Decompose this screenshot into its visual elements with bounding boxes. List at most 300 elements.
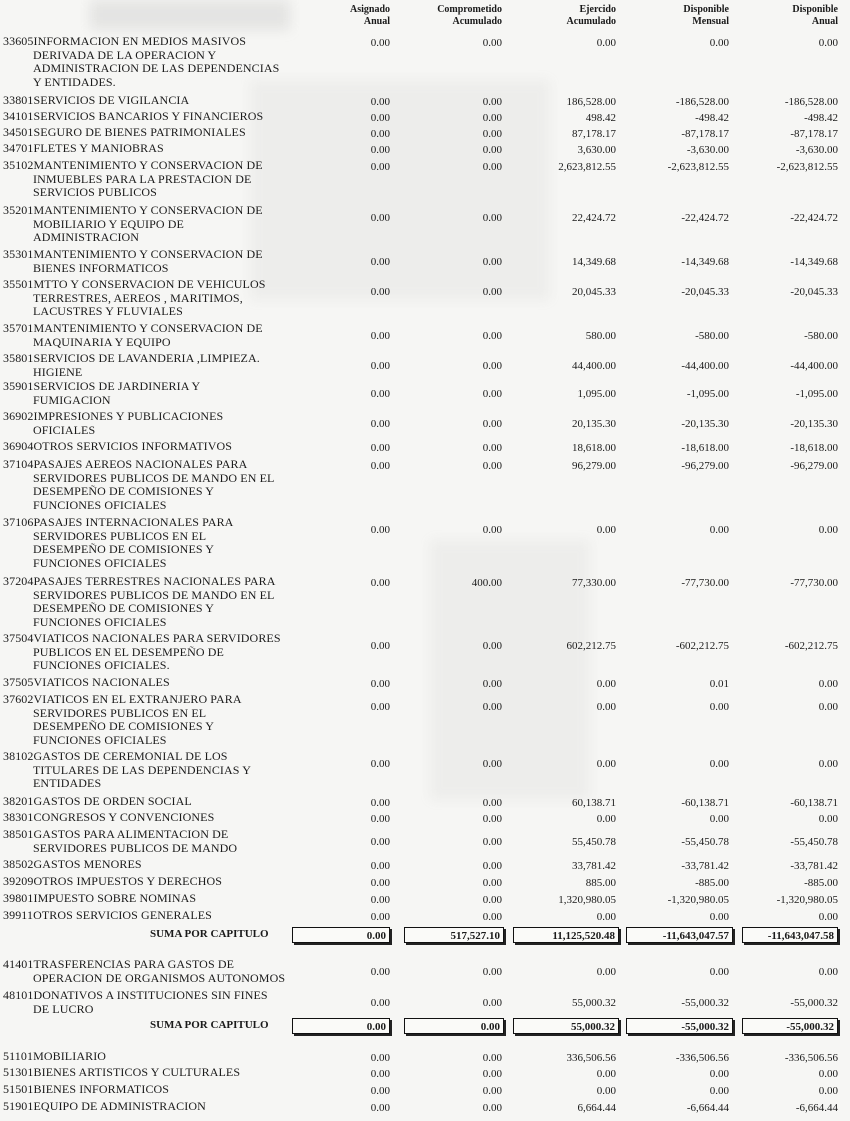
row-concept <box>3 795 295 809</box>
row-value: 0.00 <box>370 966 390 978</box>
row-code: 51101 <box>3 1049 34 1063</box>
row-description-line: MANTENIMIENTO Y CONSERVACION DE <box>33 158 263 172</box>
row-value: -18,618.00 <box>790 442 838 454</box>
row-description-line: SERVIDORES PUBLICOS EN EL <box>33 705 207 720</box>
row-value: -1,320,980.05 <box>667 894 729 906</box>
row-value: 0.00 <box>370 144 390 156</box>
row-value: 0.00 <box>482 758 502 770</box>
row-description-line: EQUIPO DE ADMINISTRACION <box>33 1099 206 1113</box>
row-value: 0.00 <box>709 524 729 536</box>
row-value: 0.00 <box>482 797 502 809</box>
row-value: -3,630.00 <box>795 144 838 156</box>
row-concept <box>3 676 295 690</box>
row-concept <box>3 989 295 1016</box>
row-value: 87,178.17 <box>572 128 616 140</box>
row-code: 38502 <box>3 857 34 871</box>
row-concept <box>3 909 295 923</box>
row-value: 0.00 <box>370 442 390 454</box>
row-value: 55,000.32 <box>572 997 616 1009</box>
row-value: 55,450.78 <box>572 836 616 848</box>
row-value: 0.00 <box>596 813 616 825</box>
row-description-line: FUNCIONES OFICIALES <box>33 555 167 570</box>
header-asignado-anual: Asignado Anual <box>349 4 390 27</box>
row-value: 0.00 <box>596 758 616 770</box>
row-description-line: GASTOS DE ORDEN SOCIAL <box>33 794 192 808</box>
row-concept <box>3 516 295 570</box>
row-value: 186,528.00 <box>566 96 616 108</box>
row-description-line: DESEMPEÑO DE COMISIONES Y <box>33 719 215 734</box>
row-value: 0.00 <box>818 911 838 923</box>
row-value: 0.00 <box>482 813 502 825</box>
row-value: -498.42 <box>695 112 729 124</box>
row-description-line: PASAJES INTERNACIONALES PARA <box>33 515 234 529</box>
row-value: 336,506.56 <box>566 1052 616 1064</box>
row-value: -580.00 <box>695 330 729 342</box>
row-value: -6,664.44 <box>686 1102 729 1114</box>
row-value: -602,212.75 <box>784 640 838 652</box>
row-value: -336,506.56 <box>784 1052 838 1064</box>
row-code: 35701 <box>3 321 34 335</box>
row-concept <box>3 440 295 454</box>
row-value: -498.42 <box>804 112 838 124</box>
row-value: 0.00 <box>482 212 502 224</box>
row-concept <box>3 693 295 747</box>
row-value: 0.00 <box>370 212 390 224</box>
row-description-line: VIATICOS NACIONALES PARA SERVIDORES <box>33 631 281 645</box>
row-description-line: OPERACION DE ORGANISMOS AUTONOMOS <box>33 970 286 985</box>
row-concept <box>3 110 295 124</box>
row-value: 0.00 <box>482 524 502 536</box>
row-description-line: OTROS IMPUESTOS Y DERECHOS <box>33 874 223 888</box>
row-code: 36902 <box>3 409 34 423</box>
row-value: 0.00 <box>709 813 729 825</box>
row-value: -1,095.00 <box>795 388 838 400</box>
suma-por-capitulo-label: SUMA POR CAPITULO <box>150 928 269 940</box>
row-code: 35201 <box>3 203 34 217</box>
scan-smudge <box>430 540 590 800</box>
row-value: 0.00 <box>370 96 390 108</box>
row-value: 20,045.33 <box>572 286 616 298</box>
row-code: 34101 <box>3 109 34 123</box>
row-description-line: SERVIDORES PUBLICOS DE MANDO EN EL <box>33 587 275 602</box>
row-description-line: LACUSTRES Y FLUVIALES <box>33 304 183 319</box>
row-value: 0.00 <box>818 966 838 978</box>
row-value: 0.00 <box>370 701 390 713</box>
row-description-line: TERRESTRES, AEREOS , MARITIMOS, <box>33 290 243 305</box>
row-value: -77,730.00 <box>790 577 838 589</box>
row-value: 580.00 <box>585 330 616 342</box>
row-code: 41401 <box>3 957 34 971</box>
row-description-line: TRASFERENCIAS PARA GASTOS DE <box>33 957 235 971</box>
row-description-line: PUBLICOS EN EL DESEMPEÑO DE <box>33 644 224 659</box>
row-value: 0.00 <box>482 460 502 472</box>
row-description-line: FUNCIONES OFICIALES <box>33 497 167 512</box>
row-code: 37106 <box>3 515 34 529</box>
row-description-line: MANTENIMIENTO Y CONSERVACION DE <box>33 247 263 261</box>
row-description-line: PASAJES AEREOS NACIONALES PARA <box>33 457 248 471</box>
row-description-line: SERVICIOS DE LAVANDERIA ,LIMPIEZA. <box>33 351 260 365</box>
row-value: 60,138.71 <box>572 797 616 809</box>
sum-total-box: -55,000.32 <box>742 1018 838 1034</box>
row-value: 0.00 <box>370 128 390 140</box>
row-description-line: GASTOS MENORES <box>33 857 142 871</box>
row-concept <box>3 811 295 825</box>
row-value: 0.00 <box>482 1085 502 1097</box>
row-description-line: FUMIGACION <box>33 392 111 407</box>
row-concept <box>3 1083 295 1097</box>
row-value: 0.00 <box>818 813 838 825</box>
row-value: 0.00 <box>709 37 729 49</box>
row-code: 37504 <box>3 631 34 645</box>
sum-total-box: 0.00 <box>292 927 390 943</box>
row-code: 34501 <box>3 125 34 139</box>
row-value: 0.00 <box>709 966 729 978</box>
row-value: 3,630.00 <box>577 144 616 156</box>
row-value: -55,450.78 <box>790 836 838 848</box>
row-description-line: ADMINISTRACION DE LAS DEPENDENCIAS <box>33 61 280 76</box>
row-concept <box>3 322 295 349</box>
row-value: 0.00 <box>482 894 502 906</box>
row-value: 0.00 <box>482 442 502 454</box>
row-value: 0.00 <box>370 524 390 536</box>
row-code: 37204 <box>3 574 34 588</box>
row-value: 0.00 <box>482 877 502 889</box>
row-code: 39209 <box>3 874 34 888</box>
row-description-line: SEGURO DE BIENES PATRIMONIALES <box>33 125 246 139</box>
row-value: 0.00 <box>709 758 729 770</box>
row-value: 0.00 <box>818 701 838 713</box>
row-value: -44,400.00 <box>790 360 838 372</box>
row-value: -33,781.42 <box>790 860 838 872</box>
row-description-line: MAQUINARIA Y EQUIPO <box>33 334 171 349</box>
row-concept <box>3 575 295 629</box>
suma-por-capitulo-label: SUMA POR CAPITULO <box>150 1019 269 1031</box>
row-description-line: BIENES ARTISTICOS Y CULTURALES <box>33 1065 241 1079</box>
row-value: 0.00 <box>818 678 838 690</box>
header-disponible-anual: Disponible Anual <box>792 4 838 27</box>
row-value: 0.00 <box>370 256 390 268</box>
row-value: 2,623,812.55 <box>558 161 616 173</box>
row-value: -885.00 <box>695 877 729 889</box>
row-value: 0.00 <box>596 524 616 536</box>
row-value: 0.00 <box>370 911 390 923</box>
row-value: 77,330.00 <box>572 577 616 589</box>
row-description-line: DESEMPEÑO DE COMISIONES Y <box>33 484 215 499</box>
row-value: -22,424.72 <box>681 212 729 224</box>
row-concept <box>3 458 295 512</box>
sum-total-box: 55,000.32 <box>513 1018 619 1034</box>
row-value: 0.00 <box>482 1068 502 1080</box>
header-ejercido-acumulado: Ejercido Acumulado <box>566 4 616 27</box>
row-value: 602,212.75 <box>566 640 616 652</box>
scan-smudge <box>90 0 290 30</box>
row-value: 0.00 <box>370 161 390 173</box>
row-value: 0.00 <box>482 418 502 430</box>
row-code: 39911 <box>3 908 34 922</box>
row-description-line: MTTO Y CONSERVACION DE VEHICULOS <box>33 277 266 291</box>
row-concept <box>3 1066 295 1080</box>
row-value: 0.00 <box>482 1102 502 1114</box>
row-value: 0.00 <box>818 758 838 770</box>
row-concept <box>3 958 295 985</box>
row-value: 0.00 <box>370 360 390 372</box>
row-description-line: SERVICIOS DE JARDINERIA Y <box>33 379 201 393</box>
row-value: 0.00 <box>370 286 390 298</box>
row-code: 35901 <box>3 379 34 393</box>
row-code: 51901 <box>3 1099 34 1113</box>
row-code: 33801 <box>3 93 34 107</box>
row-value: -6,664.44 <box>795 1102 838 1114</box>
row-value: 0.00 <box>370 418 390 430</box>
row-description-line: FUNCIONES OFICIALES <box>33 614 167 629</box>
row-value: 14,349.68 <box>572 256 616 268</box>
row-concept <box>3 632 295 673</box>
header-disponible-mensual: Disponible Mensual <box>683 4 729 27</box>
row-value: -87,178.17 <box>681 128 729 140</box>
row-concept <box>3 875 295 889</box>
row-code: 35301 <box>3 247 34 261</box>
row-concept <box>3 278 295 319</box>
row-value: 0.00 <box>482 96 502 108</box>
row-description-line: FLETES Y MANIOBRAS <box>33 141 164 155</box>
row-value: 0.00 <box>596 678 616 690</box>
row-concept <box>3 750 295 791</box>
row-value: 33,781.42 <box>572 860 616 872</box>
row-value: 400.00 <box>471 577 502 589</box>
row-value: 0.00 <box>482 911 502 923</box>
row-value: -14,349.68 <box>790 256 838 268</box>
row-concept <box>3 858 295 872</box>
row-description-line: SERVIDORES PUBLICOS DE MANDO <box>33 840 238 855</box>
row-value: 0.00 <box>482 701 502 713</box>
row-code: 34701 <box>3 141 34 155</box>
row-value: 0.01 <box>709 678 729 690</box>
row-value: 0.00 <box>482 860 502 872</box>
row-value: 498.42 <box>585 112 616 124</box>
row-value: -580.00 <box>804 330 838 342</box>
row-code: 38201 <box>3 794 34 808</box>
row-description-line: OTROS SERVICIOS GENERALES <box>33 908 212 922</box>
row-value: 44,400.00 <box>572 360 616 372</box>
row-description-line: DESEMPEÑO DE COMISIONES Y <box>33 542 215 557</box>
row-description-line: CONGRESOS Y CONVENCIONES <box>33 810 215 824</box>
row-value: 0.00 <box>482 360 502 372</box>
row-value: -20,135.30 <box>681 418 729 430</box>
row-value: 0.00 <box>370 640 390 652</box>
row-value: 0.00 <box>482 37 502 49</box>
sum-total-box: 0.00 <box>292 1018 390 1034</box>
sum-total-box: -55,000.32 <box>626 1018 733 1034</box>
row-value: 0.00 <box>370 997 390 1009</box>
row-value: 96,279.00 <box>572 460 616 472</box>
row-concept <box>3 159 295 200</box>
row-concept <box>3 94 295 108</box>
row-description-line: MANTENIMIENTO Y CONSERVACION DE <box>33 203 263 217</box>
row-description-line: MOBILIARIO <box>33 1049 107 1063</box>
row-concept <box>3 410 295 437</box>
row-value: -18,618.00 <box>681 442 729 454</box>
row-description-line: FUNCIONES OFICIALES <box>33 732 167 747</box>
row-code: 35801 <box>3 351 34 365</box>
row-code: 37104 <box>3 457 34 471</box>
row-value: 0.00 <box>370 894 390 906</box>
row-value: 0.00 <box>370 1102 390 1114</box>
row-value: -20,135.30 <box>790 418 838 430</box>
row-description-line: PASAJES TERRESTRES NACIONALES PARA <box>33 574 276 588</box>
row-value: 0.00 <box>370 836 390 848</box>
sum-total-box: 0.00 <box>404 1018 504 1034</box>
row-value: 20,135.30 <box>572 418 616 430</box>
row-value: 0.00 <box>370 388 390 400</box>
sum-total-box: 11,125,520.48 <box>513 927 619 943</box>
row-concept <box>3 828 295 855</box>
row-value: -96,279.00 <box>681 460 729 472</box>
row-description-line: DESEMPEÑO DE COMISIONES Y <box>33 601 215 616</box>
sum-total-box: -11,643,047.57 <box>626 927 733 943</box>
row-value: 0.00 <box>482 286 502 298</box>
row-value: 1,095.00 <box>577 388 616 400</box>
row-value: 0.00 <box>596 701 616 713</box>
row-value: -1,095.00 <box>686 388 729 400</box>
row-value: 0.00 <box>482 144 502 156</box>
row-description-line: OFICIALES <box>33 422 96 437</box>
row-value: -14,349.68 <box>681 256 729 268</box>
row-concept <box>3 142 295 156</box>
row-description-line: OTROS SERVICIOS INFORMATIVOS <box>33 439 233 453</box>
row-value: -60,138.71 <box>790 797 838 809</box>
row-value: 0.00 <box>370 758 390 770</box>
row-description-line: INFORMACION EN MEDIOS MASIVOS <box>33 34 247 48</box>
row-value: 0.00 <box>370 577 390 589</box>
row-value: -96,279.00 <box>790 460 838 472</box>
row-value: 0.00 <box>596 1068 616 1080</box>
row-description-line: BIENES INFORMATICOS <box>33 260 169 275</box>
row-concept <box>3 352 295 379</box>
row-concept <box>3 126 295 140</box>
row-concept <box>3 1050 295 1064</box>
row-value: 0.00 <box>596 966 616 978</box>
row-value: -3,630.00 <box>686 144 729 156</box>
row-code: 39801 <box>3 891 34 905</box>
row-value: -2,623,812.55 <box>667 161 729 173</box>
row-value: 0.00 <box>482 836 502 848</box>
row-value: 1,320,980.05 <box>558 894 616 906</box>
row-value: 0.00 <box>709 1068 729 1080</box>
row-value: -44,400.00 <box>681 360 729 372</box>
row-concept <box>3 1100 295 1114</box>
row-value: 18,618.00 <box>572 442 616 454</box>
row-code: 38102 <box>3 749 34 763</box>
row-value: 0.00 <box>370 797 390 809</box>
row-code: 36904 <box>3 439 34 453</box>
row-value: -87,178.17 <box>790 128 838 140</box>
row-concept <box>3 248 295 275</box>
row-value: 0.00 <box>482 161 502 173</box>
row-value: 0.00 <box>818 1085 838 1097</box>
header-comprometido-acumulado: Comprometido Acumulado <box>437 4 502 27</box>
row-value: -55,000.32 <box>790 997 838 1009</box>
row-value: -77,730.00 <box>681 577 729 589</box>
row-description-line: INMUEBLES PARA LA PRESTACION DE <box>33 171 252 186</box>
row-value: -602,212.75 <box>675 640 729 652</box>
row-value: 0.00 <box>370 678 390 690</box>
row-description-line: MANTENIMIENTO Y CONSERVACION DE <box>33 321 263 335</box>
row-value: -33,781.42 <box>681 860 729 872</box>
row-value: -186,528.00 <box>784 96 838 108</box>
row-value: 0.00 <box>482 256 502 268</box>
row-value: 0.00 <box>818 1068 838 1080</box>
row-code: 48101 <box>3 988 34 1002</box>
row-value: 0.00 <box>482 128 502 140</box>
row-value: -55,450.78 <box>681 836 729 848</box>
row-code: 35102 <box>3 158 34 172</box>
row-description-line: IMPRESIONES Y PUBLICACIONES <box>33 409 224 423</box>
row-code: 38301 <box>3 810 34 824</box>
row-description-line: ADMINISTRACION <box>33 230 140 245</box>
sum-total-box: -11,643,047.58 <box>742 927 838 943</box>
row-value: -1,320,980.05 <box>776 894 838 906</box>
row-value: 0.00 <box>482 997 502 1009</box>
row-value: -2,623,812.55 <box>776 161 838 173</box>
row-description-line: SERVICIOS BANCARIOS Y FINANCIEROS <box>33 109 264 123</box>
row-value: 0.00 <box>370 1085 390 1097</box>
row-code: 33605 <box>3 34 34 48</box>
row-value: 22,424.72 <box>572 212 616 224</box>
row-code: 37602 <box>3 692 34 706</box>
row-value: 0.00 <box>370 860 390 872</box>
row-value: 0.00 <box>370 813 390 825</box>
row-value: -336,506.56 <box>675 1052 729 1064</box>
row-description-line: Y ENTIDADES. <box>33 74 116 89</box>
row-description-line: DE LUCRO <box>33 1001 94 1016</box>
row-value: 0.00 <box>818 37 838 49</box>
row-concept <box>3 380 295 407</box>
row-value: 0.00 <box>482 112 502 124</box>
row-code: 51501 <box>3 1082 34 1096</box>
row-value: 0.00 <box>709 701 729 713</box>
row-value: 0.00 <box>482 966 502 978</box>
scan-smudge <box>250 80 550 300</box>
row-description-line: HIGIENE <box>33 364 83 379</box>
row-value: 0.00 <box>370 1052 390 1064</box>
row-description-line: ENTIDADES <box>33 776 102 791</box>
row-value: 0.00 <box>370 330 390 342</box>
row-concept <box>3 204 295 245</box>
row-description-line: GASTOS PARA ALIMENTACION DE <box>33 827 229 841</box>
row-value: -20,045.33 <box>681 286 729 298</box>
row-value: -60,138.71 <box>681 797 729 809</box>
row-value: 0.00 <box>370 37 390 49</box>
row-description-line: SERVIDORES PUBLICOS EN EL <box>33 528 207 543</box>
row-value: 0.00 <box>596 911 616 923</box>
row-value: 0.00 <box>482 678 502 690</box>
row-description-line: SERVICIOS DE VIGILANCIA <box>33 93 190 107</box>
row-code: 51301 <box>3 1065 34 1079</box>
row-concept <box>3 892 295 906</box>
row-value: 0.00 <box>370 1068 390 1080</box>
row-description-line: DONATIVOS A INSTITUCIONES SIN FINES <box>33 988 268 1002</box>
row-value: 0.00 <box>482 1052 502 1064</box>
row-value: -186,528.00 <box>675 96 729 108</box>
row-value: -22,424.72 <box>790 212 838 224</box>
row-value: 0.00 <box>482 388 502 400</box>
row-code: 37505 <box>3 675 34 689</box>
row-value: -55,000.32 <box>681 997 729 1009</box>
row-description-line: FUNCIONES OFICIALES. <box>33 658 170 673</box>
row-value: 0.00 <box>709 1085 729 1097</box>
row-value: -885.00 <box>804 877 838 889</box>
row-value: 0.00 <box>482 640 502 652</box>
